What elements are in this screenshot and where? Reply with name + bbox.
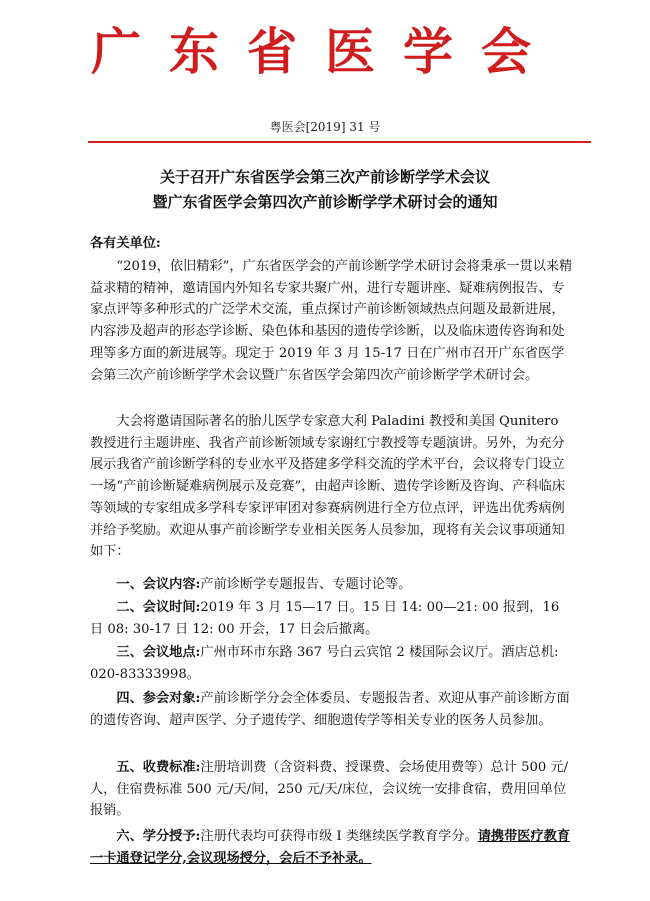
org-masthead: 广东省医学会 xyxy=(91,22,559,81)
salutation: 各有关单位: xyxy=(90,236,161,251)
item-text: 产前诊断学专题报告、专题讨论等。 xyxy=(200,577,412,592)
paragraph-intro: “2019，依旧精彩”，广东省医学会的产前诊断学学术研讨会将秉承一贯以来精益求精的精神，邀请国内外知名专家共聚广州，进行专题讲座、疑难病例报告、专家点评等多种形式的广泛学术交流，重点探讨产前诊断领域热点问题及最新进展，内容涉及超声的形态学诊断、染色体和基因的遗传学诊断，以及临床遗传咨询和处理等多方面的新进展等。现定于 2019 年 3 月 15-17 日在广州市召开广东省医学会第三次产前诊断学学术会议暨广东省医学会第四次产前诊断学学术研讨会。 xyxy=(90,259,573,383)
item-text: 2019 年 3 月 15—17 日。15 日 14: 00—21: 00 报到，16 日 08: 30-17 日 12: 00 开会，17 日会后撤离。 xyxy=(90,600,560,637)
paragraph-speakers: 大会将邀请国际著名的胎儿医学专家意大利 Paladini 教授和美国 Qunitero 教授进行主题讲座、我省产前诊断领域专家谢红宁教授等专题演讲。另外，为充分展示我省产前诊断学科的专业水平及搭建多学科交流的学术平台，会议将专门设立一场“产前诊断疑难病例展示及竞赛”，由超声诊断、遗传学诊断及咨询、产科临床等领域的专家组成多学科专家评审团对参赛病例进行全方位点评，评选出优秀病例并给予奖励。欢迎从事产前诊断学专业相关医务人员参加，现将有关会议事项通知如下： xyxy=(90,414,566,560)
notice-title-line2: 暨广东省医学会第四次产前诊断学学术研讨会的通知 xyxy=(152,193,498,211)
item-credits xyxy=(90,826,575,869)
credit-notice-emphasis: 请携带医疗教育一卡通登记学分,会议现场授分，会后不予补录。 xyxy=(90,829,571,866)
document-number: 粤医会[2019] 31 号 xyxy=(269,120,381,134)
item-content xyxy=(90,574,575,596)
item-text: 注册培训费（含资料费、授课费、会场使用费等）总计 500 元/人，住宿费标准 500 元/天/间，250 元/天/床位，会议统一安排食宿，费用回单位报销。 xyxy=(90,760,569,819)
item-attendees xyxy=(90,688,575,731)
item-label: 二、会议时间: xyxy=(116,600,201,615)
item-label: 四、参会对象: xyxy=(116,691,201,706)
item-fees xyxy=(90,757,575,822)
item-label: 六、学分授予: xyxy=(116,829,201,844)
item-text: 广州市环市东路 367 号白云宾馆 2 楼国际会议厅。酒店总机: 020-83333998。 xyxy=(90,645,559,682)
item-text: 产前诊断学分会全体委员、专题报告者、欢迎从事产前诊断方面的遗传咨询、超声医学、分子遗传学、细胞遗传学等相关专业的医务人员参加。 xyxy=(90,691,570,728)
item-label: 五、收费标准: xyxy=(116,760,201,775)
red-divider xyxy=(88,141,591,143)
item-time xyxy=(90,597,575,640)
item-label: 三、会议地点: xyxy=(116,645,201,660)
item-text: 注册代表均可获得市级 I 类继续医学教育学分。 xyxy=(200,829,478,844)
item-venue xyxy=(90,642,575,685)
notice-title-line1: 关于召开广东省医学会第三次产前诊断学学术会议 xyxy=(159,168,490,186)
item-label: 一、会议内容: xyxy=(116,577,201,592)
